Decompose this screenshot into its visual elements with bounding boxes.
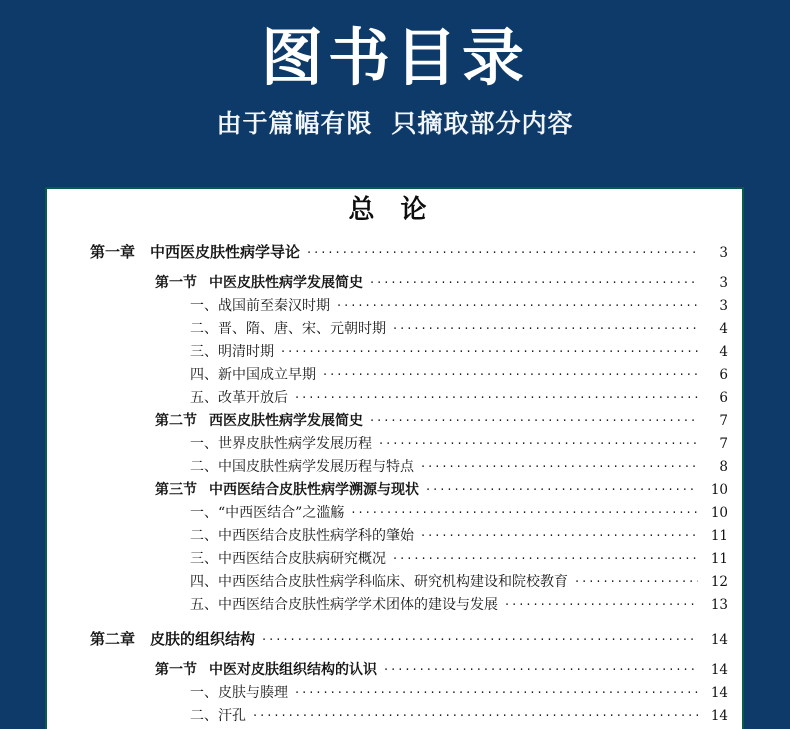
- banner: [0, 0, 790, 140]
- toc-item-row: [47, 502, 728, 525]
- banner-title: 图书目录: [260, 24, 529, 93]
- toc-entry-title: 五、中西医结合皮肤性病学学术团体的建设与发展: [190, 597, 498, 613]
- toc-page-number: 4: [719, 321, 728, 337]
- toc-page-number: 12: [710, 574, 728, 590]
- dot-leader: [323, 364, 698, 387]
- dot-leader: [307, 242, 698, 265]
- toc-page-number: 14: [710, 632, 728, 648]
- toc-entry-title: 一、世界皮肤性病学发展历程: [190, 436, 372, 452]
- toc-item-row: [47, 456, 728, 479]
- dot-leader: [575, 571, 698, 594]
- dot-leader: [393, 318, 698, 341]
- toc-page-number: 3: [719, 298, 728, 314]
- toc-page-number: 10: [710, 482, 728, 498]
- toc-section-label: 第三节: [155, 482, 197, 498]
- toc-entry-title: 西医皮肤性病学发展简史: [209, 413, 363, 429]
- toc-item-row: [47, 318, 728, 341]
- toc-page-number: 6: [719, 367, 728, 383]
- toc-page-number: 3: [719, 275, 728, 291]
- toc-entry-title: 二、中西医结合皮肤性病学科的肇始: [190, 528, 414, 544]
- toc-item-row: [47, 295, 728, 318]
- toc-page-number: 3: [719, 245, 728, 261]
- toc-page-number: 11: [710, 551, 728, 567]
- toc-entry-title: 五、改革开放后: [190, 390, 288, 406]
- toc-chapter-label: 第一章: [90, 243, 136, 261]
- toc-item-row: [47, 571, 728, 594]
- toc-page-number: 13: [710, 597, 728, 613]
- toc-entry-title: 中医对皮肤组织结构的认识: [209, 662, 377, 678]
- toc-chapter-row: [47, 628, 728, 651]
- toc-page-number: 11: [710, 528, 728, 544]
- toc-page-number: 8: [719, 459, 728, 475]
- toc-entry-title: 二、中国皮肤性病学发展历程与特点: [190, 459, 414, 475]
- toc-entry-title: 三、中西医结合皮肤病研究概况: [190, 551, 386, 567]
- dot-leader: [393, 548, 698, 571]
- toc-section-label: 第一节: [155, 275, 197, 291]
- dot-leader: [295, 682, 698, 705]
- dot-leader: [253, 705, 698, 728]
- toc-item-row: [47, 364, 728, 387]
- toc-entry-title: 皮肤的组织结构: [150, 630, 256, 648]
- toc-section-label: 第一节: [155, 662, 197, 678]
- dot-leader: [505, 594, 698, 617]
- toc-page-number: 6: [719, 390, 728, 406]
- dot-leader: [351, 502, 698, 525]
- toc-chapter-label: 第二章: [90, 630, 136, 648]
- dot-leader: [426, 479, 698, 502]
- toc-entry-title: 一、皮肤与腠理: [190, 685, 288, 701]
- toc-page-number: 7: [719, 413, 728, 429]
- toc-item-row: [47, 594, 728, 617]
- toc-entry-title: 三、明清时期: [190, 344, 274, 360]
- toc-entry-title: 二、汗孔: [190, 708, 246, 724]
- toc-section-row: [47, 659, 728, 682]
- toc-item-row: [47, 705, 728, 728]
- toc-entry-title: 中西医结合皮肤性病学溯源与现状: [209, 482, 419, 498]
- banner-subtitle: 由于篇幅有限 只摘取部分内容: [216, 110, 574, 139]
- toc-section-row: [47, 410, 728, 433]
- toc-entry-title: 四、中西医结合皮肤性病学科临床、研究机构建设和院校教育: [190, 574, 568, 590]
- toc-entry-title: 四、新中国成立早期: [190, 367, 316, 383]
- toc-entry-title: 一、战国前至秦汉时期: [190, 298, 330, 314]
- toc-list: [47, 241, 728, 728]
- toc-section-label: 第二节: [155, 413, 197, 429]
- toc-page-number: 14: [710, 685, 728, 701]
- toc-page-number: 14: [710, 708, 728, 724]
- dot-leader: [421, 456, 698, 479]
- toc-entry-title: 二、晋、隋、唐、宋、元朝时期: [190, 321, 386, 337]
- toc-section-row: [47, 272, 728, 295]
- toc-page: [45, 187, 744, 729]
- dot-leader: [370, 272, 698, 295]
- toc-item-row: [47, 387, 728, 410]
- dot-leader: [379, 433, 698, 456]
- dot-leader: [370, 410, 698, 433]
- toc-entry-title: 中医皮肤性病学发展简史: [209, 275, 363, 291]
- toc-section-row: [47, 479, 728, 502]
- toc-entry-title: 一、“中西医结合”之滥觞: [190, 505, 345, 521]
- toc-item-row: [47, 433, 728, 456]
- toc-page-number: 4: [719, 344, 728, 360]
- toc-item-row: [47, 548, 728, 571]
- toc-chapter-row: [47, 241, 728, 264]
- toc-item-row: [47, 341, 728, 364]
- dot-leader: [384, 659, 698, 682]
- toc-page-number: 7: [719, 436, 728, 452]
- toc-item-row: [47, 525, 728, 548]
- dot-leader: [421, 525, 698, 548]
- dot-leader: [281, 341, 698, 364]
- dot-leader: [295, 387, 698, 410]
- toc-page-number: 10: [710, 505, 728, 521]
- dot-leader: [337, 295, 698, 318]
- toc-item-row: [47, 682, 728, 705]
- toc-page-number: 14: [710, 662, 728, 678]
- toc-page-title: 总 论: [348, 195, 427, 225]
- toc-entry-title: 中西医皮肤性病学导论: [150, 243, 301, 261]
- dot-leader: [262, 629, 698, 652]
